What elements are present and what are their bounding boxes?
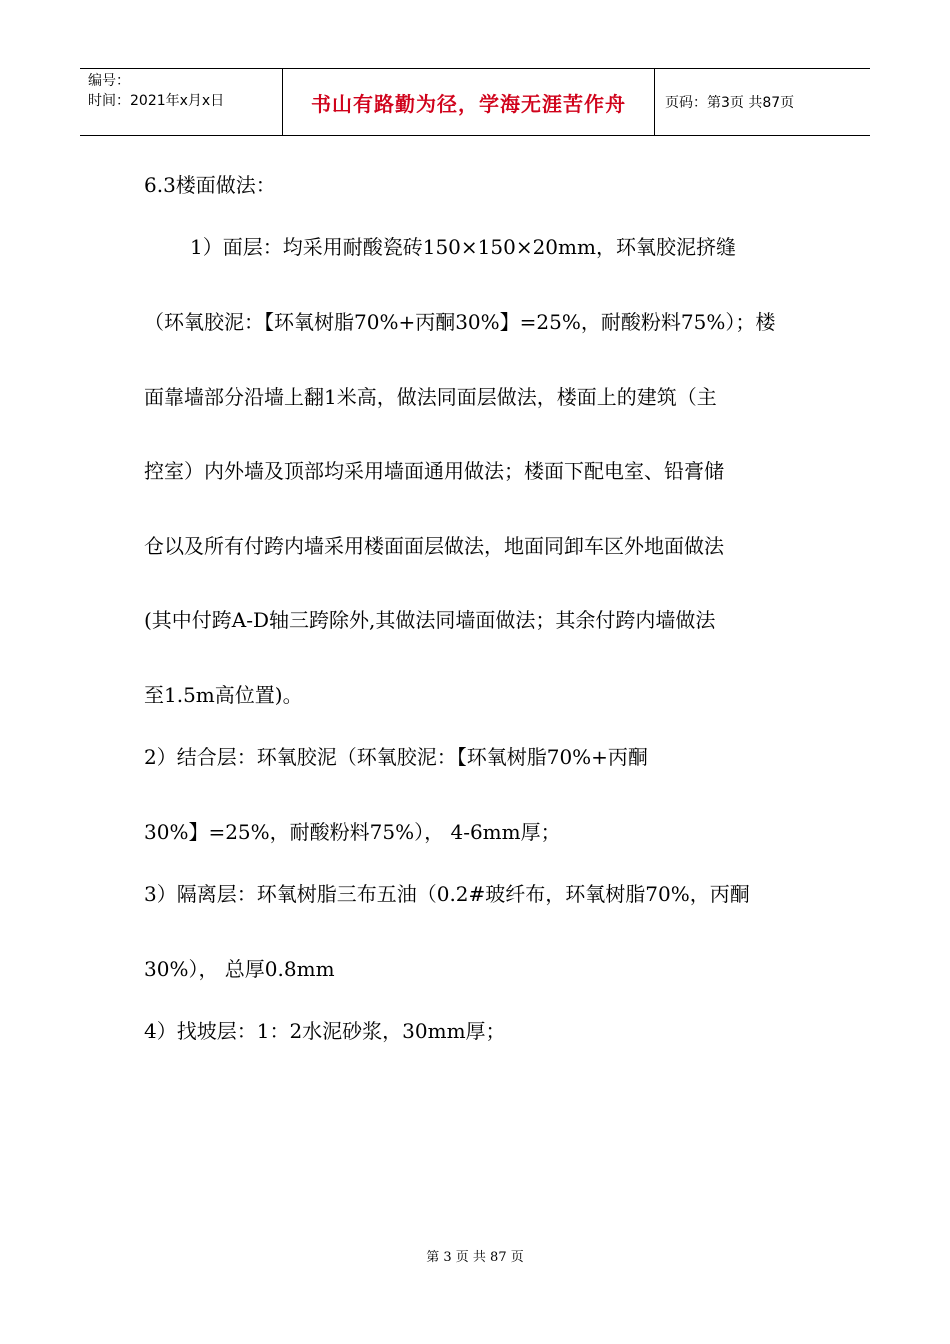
paragraph-line-5: 仓以及所有付跨内墙采用楼面面层做法，地面同卸车区外地面做法	[144, 534, 724, 558]
paragraph-line-11: 30%）， 总厚0.8mm	[144, 957, 335, 981]
paragraph-line-8: 2）结合层：环氧胶泥（环氧胶泥：【环氧树脂70%+丙酮	[144, 745, 648, 769]
paragraph-line-1: 1）面层：均采用耐酸瓷砖150×150×20mm，环氧胶泥挤缝	[190, 235, 736, 259]
paragraph-line-7: 至1.5m高位置)。	[144, 683, 303, 707]
paragraph-line-4: 控室）内外墙及顶部均采用墙面通用做法；楼面下配电室、铅膏储	[144, 459, 724, 483]
page-header	[80, 68, 870, 136]
header-time-label: 时间：2021年x月x日	[88, 93, 225, 109]
paragraph-line-9: 30%】=25%，耐酸粉料75%）， 4-6mm厚；	[144, 820, 561, 844]
page-footer: 第 3 页 共 87 页	[426, 1250, 524, 1265]
section-heading: 6.3楼面做法：	[144, 173, 276, 197]
header-motto: 书山有路勤为径，学海无涯苦作舟	[283, 69, 655, 135]
paragraph-line-6: (其中付跨A-D轴三跨除外,其做法同墙面做法；其余付跨内墙做法	[144, 608, 716, 632]
paragraph-line-10: 3）隔离层：环氧树脂三布五油（0.2#玻纤布，环氧树脂70%，丙酮	[144, 882, 750, 906]
paragraph-line-2: （环氧胶泥：【环氧树脂70%+丙酮30%】=25%，耐酸粉料75%）；楼	[144, 310, 776, 334]
header-left-cell	[80, 69, 283, 135]
header-page-info: 页码：第3页 共87页	[665, 95, 795, 111]
paragraph-line-3: 面靠墙部分沿墙上翻1米高，做法同面层做法，楼面上的建筑（主	[144, 385, 717, 409]
paragraph-line-12: 4）找坡层：1：2水泥砂浆，30mm厚；	[144, 1019, 506, 1043]
header-code-label: 编号：	[88, 73, 130, 89]
